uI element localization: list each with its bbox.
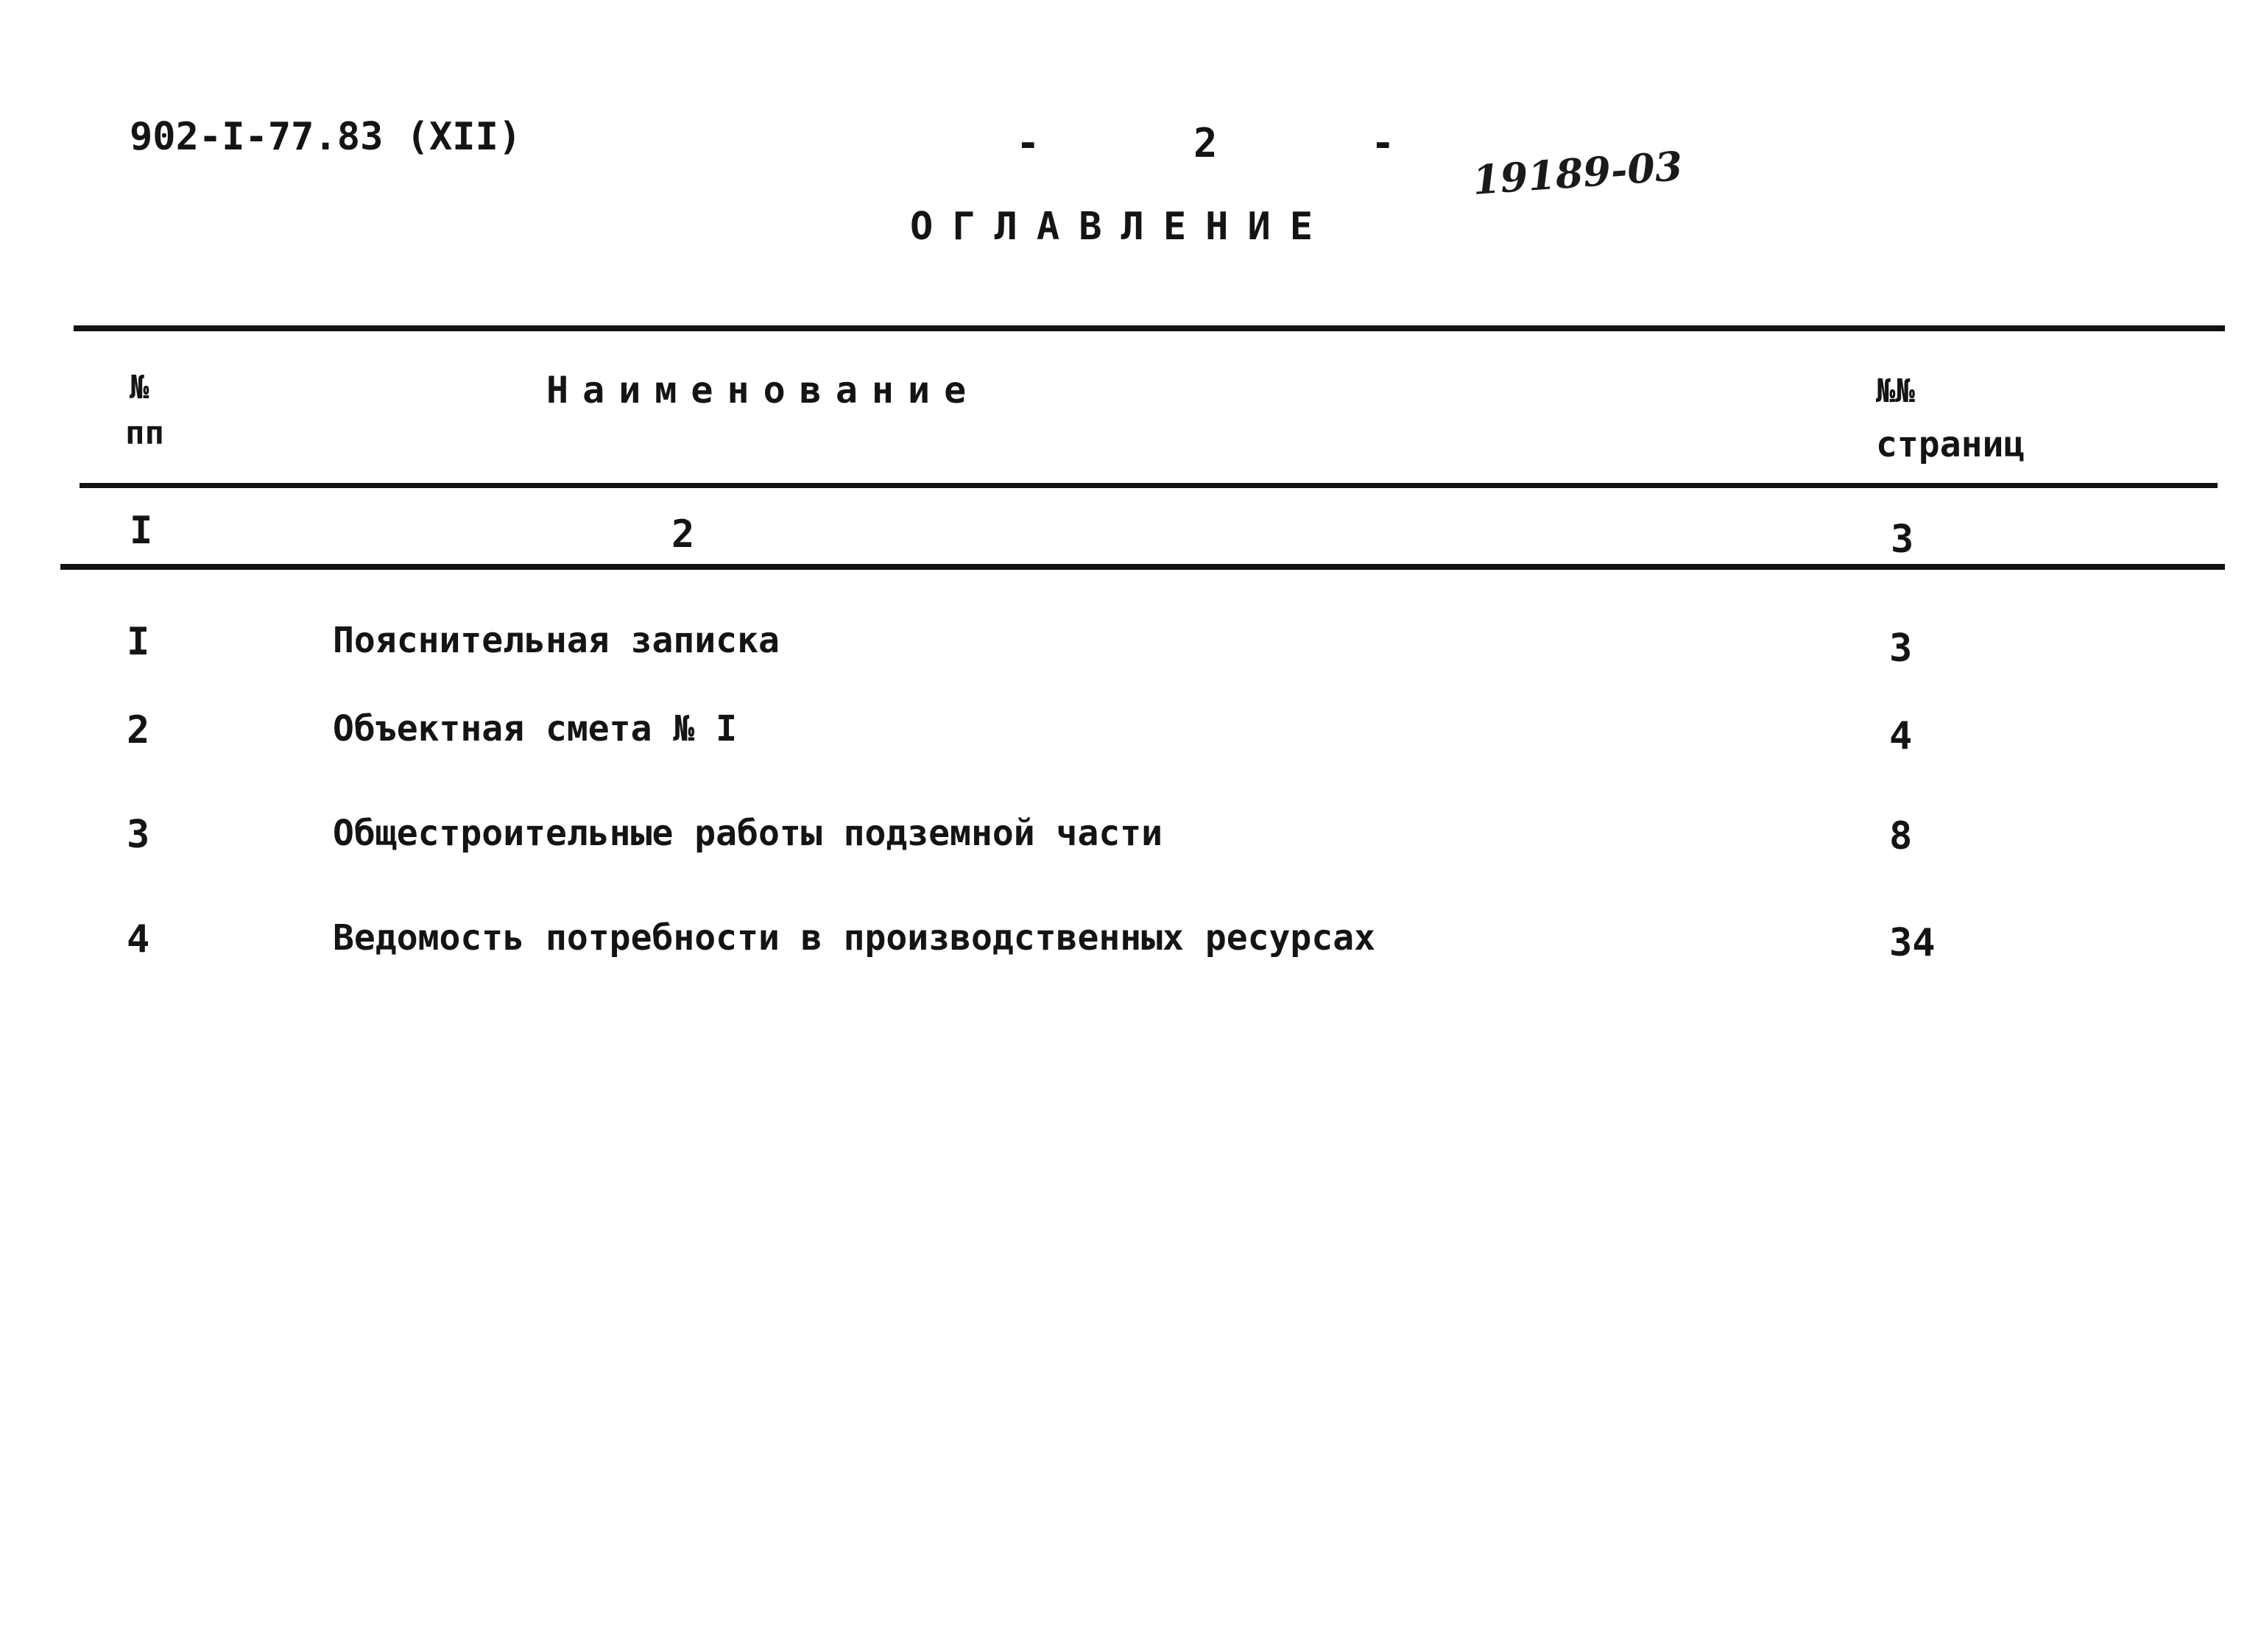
- header-name: Наименование: [546, 369, 981, 412]
- row-title: Ведомость потребности в производственных ресурсах: [333, 917, 1376, 959]
- row-number: 4: [127, 917, 150, 961]
- row-number: 2: [127, 708, 150, 752]
- header-pages-sub: страниц: [1876, 424, 2025, 465]
- row-page: 8: [1889, 814, 1913, 858]
- row-number: I: [127, 620, 150, 664]
- header-number-sign: №: [130, 369, 149, 406]
- handwritten-archive-number: 19189-03: [1471, 142, 1685, 204]
- row-title: Объектная смета № I: [333, 708, 738, 749]
- header-pages-sign: №№: [1876, 373, 1915, 410]
- row-title: Общестроительные работы подземной части: [333, 813, 1163, 854]
- column-number-2: 2: [671, 512, 695, 557]
- column-number-3: 3: [1891, 518, 1914, 562]
- table-numbers-rule: [60, 564, 2225, 570]
- row-number: 3: [127, 813, 150, 857]
- column-number-1: I: [130, 509, 153, 553]
- toc-title: ОГЛАВЛЕНИЕ: [910, 205, 1333, 249]
- row-title: Пояснительная записка: [333, 620, 780, 661]
- table-header-rule: [80, 483, 2218, 488]
- row-page: 3: [1889, 626, 1913, 671]
- page-number: - 2 -: [1016, 120, 1460, 166]
- header-number-sub: пп: [125, 414, 164, 452]
- row-page: 4: [1889, 714, 1913, 758]
- row-page: 34: [1889, 921, 1936, 965]
- table-top-rule: [74, 325, 2225, 331]
- document-code: 902-I-77.83 (XII): [130, 115, 522, 159]
